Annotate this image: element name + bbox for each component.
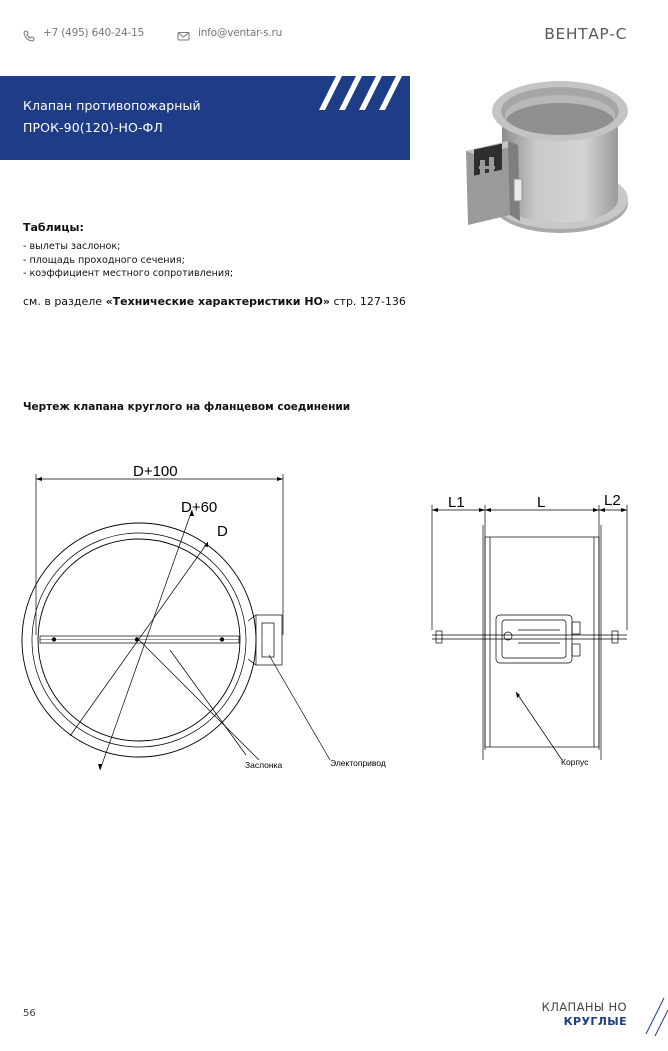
dim-l-label: L bbox=[537, 494, 546, 511]
list-item: - вылеты заслонок; bbox=[23, 241, 121, 252]
phone-number[interactable]: +7 (495) 640-24-15 bbox=[43, 27, 145, 39]
tables-list bbox=[23, 240, 233, 281]
list-item: - коэффициент местного сопротивления; bbox=[23, 268, 234, 279]
dim-outer-label: D+100 bbox=[133, 463, 178, 480]
product-image bbox=[458, 75, 633, 245]
dim-mid-label: D+60 bbox=[181, 499, 218, 516]
banner-title-line1: Клапан противопожарный bbox=[23, 98, 201, 113]
side-view-drawing bbox=[420, 480, 660, 780]
footer-category: КЛАПАНЫ НО bbox=[541, 1000, 627, 1014]
footer-stripes-decoration bbox=[644, 996, 668, 1036]
stripes-decoration bbox=[318, 76, 410, 110]
phone-icon bbox=[23, 27, 35, 39]
section-reference bbox=[23, 295, 406, 308]
dim-l2-label: L2 bbox=[604, 492, 621, 509]
drawing-title: Чертеж клапана круглого на фланцевом соединении bbox=[23, 401, 351, 413]
ref-prefix: см. в разделе bbox=[23, 295, 106, 308]
email-address[interactable]: info@ventar-s.ru bbox=[198, 27, 283, 39]
list-item: - площадь проходного сечения; bbox=[23, 254, 185, 266]
banner-title-line2: ПРОК-90(120)-НО-ФЛ bbox=[23, 120, 163, 135]
page-number: 56 bbox=[23, 1008, 36, 1019]
front-view-drawing bbox=[0, 455, 420, 785]
dim-l1-label: L1 bbox=[448, 494, 465, 511]
footer-subcategory: КРУГЛЫЕ bbox=[563, 1015, 627, 1028]
body-caption: Корпус bbox=[561, 757, 589, 767]
ref-pages: стр. 127-136 bbox=[330, 295, 406, 308]
dim-inner-label: D bbox=[217, 523, 228, 540]
ref-section-link[interactable]: «Технические характеристики НО» bbox=[105, 295, 330, 308]
damper-caption: Заслонка bbox=[245, 760, 283, 770]
tables-title: Таблицы: bbox=[23, 221, 84, 234]
actuator-caption: Электопривод bbox=[330, 758, 386, 768]
brand-logo-text: ВЕНТАР-С bbox=[544, 25, 627, 43]
title-banner bbox=[0, 76, 410, 160]
email-contact[interactable] bbox=[177, 27, 282, 39]
phone-contact[interactable] bbox=[23, 27, 144, 39]
mail-icon bbox=[177, 27, 190, 39]
